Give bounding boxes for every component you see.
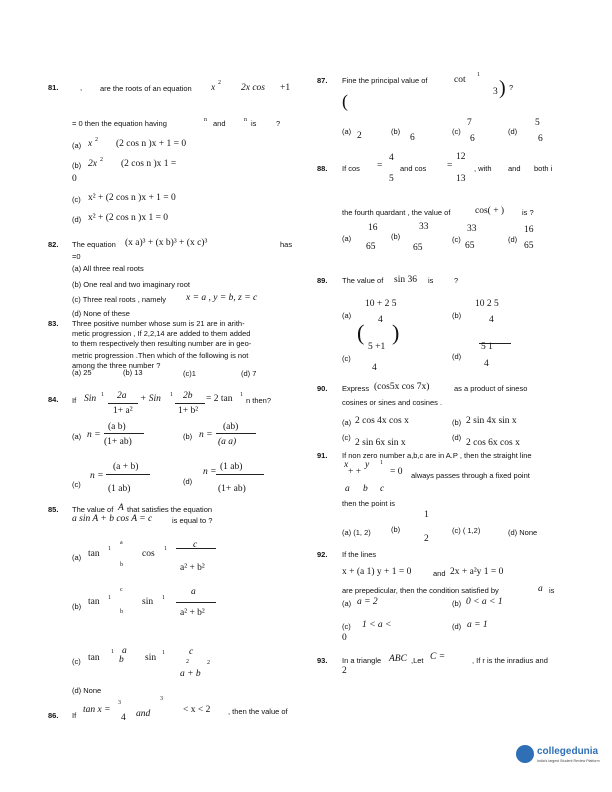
q91-b: b <box>363 484 368 494</box>
q87-q: ? <box>509 83 514 92</box>
q87-opt-c-val: 6 <box>470 134 475 144</box>
q84-opt-d-den: (1+ ab) <box>218 484 246 494</box>
q91-line3: then the point is <box>342 499 395 508</box>
q84-num2: 2b <box>183 391 193 401</box>
q85-opt-c-num: c <box>189 647 194 657</box>
q88-opt-d-label: (d) <box>508 235 518 244</box>
q88-with: , with <box>474 164 492 173</box>
q90-line1: Express <box>342 384 370 393</box>
q81-line2-and: and <box>213 119 226 128</box>
q85-opt-b-ftop: c <box>120 587 123 593</box>
q91-line2-b: always passes through a fixed point <box>411 471 530 480</box>
q87-opt-d-val: 6 <box>538 134 543 144</box>
q82-opt-c: (c) Three real roots , namely <box>72 295 167 304</box>
q84-opt-b-label: (b) <box>183 432 193 441</box>
q84-frac1-bar <box>108 403 138 404</box>
q86-and: and <box>136 709 151 719</box>
q85-opt-b-num: a <box>191 587 196 597</box>
q85-opt-a-tan: tan <box>88 549 100 559</box>
q91-opt-b-label: (b) <box>391 525 401 534</box>
q85-opt-c-den: a + b <box>180 669 201 679</box>
q89-is: is <box>428 276 434 285</box>
q85-line1-b: that satisfies the equation <box>127 505 213 514</box>
q90-opt-d-label: (d) <box>452 433 462 442</box>
q85-opt-a-num: c <box>193 540 198 550</box>
q84-plus-sin: + Sin <box>140 394 161 404</box>
q84-sup1: 1 <box>101 392 104 398</box>
q87-opt-a-val: 2 <box>357 131 362 141</box>
q90-opt-b-label: (b) <box>452 418 462 427</box>
q93-abc: ABC <box>389 654 407 664</box>
q84-sin1: Sin <box>84 394 97 404</box>
q85-opt-b-sup: 1 <box>108 595 111 601</box>
q92-number: 92. <box>317 550 328 559</box>
q87-sup: 1 <box>477 72 480 78</box>
q87-opt-a-label: (a) <box>342 127 352 136</box>
q91-a: a <box>345 484 350 494</box>
q89-opt-c-rbracket: ) <box>392 320 400 345</box>
q89-number: 89. <box>317 276 328 285</box>
q88-opt-b-bot: 65 <box>413 243 423 253</box>
q82-stem-has: has <box>280 240 293 249</box>
q83-opt-d: (d) 7 <box>241 369 257 378</box>
q89-opt-d-bot: 4 <box>484 359 489 369</box>
q86-range: < x < 2 <box>183 705 211 715</box>
q88-line2-tail: is ? <box>522 208 534 217</box>
q82-opt-d: (d) None of these <box>72 309 130 318</box>
q88-f1-bot: 5 <box>389 174 394 184</box>
q87-opt-b-val: 6 <box>410 133 415 143</box>
q84-opt-a-bar <box>104 433 144 434</box>
q88-line2: the fourth quardant , the value of <box>342 208 451 217</box>
q81-opt-b-expr: (2 cos n )x 1 = <box>121 159 177 169</box>
q83-opt-b: (b) 13 <box>123 368 143 377</box>
q85-opt-a-den: a² + b² <box>180 563 205 573</box>
q83-opt-a: (a) 25 <box>72 368 92 377</box>
q89-opt-c-label: (c) <box>342 354 351 363</box>
q85-opt-c-tan: tan <box>88 653 100 663</box>
q90-opt-c-label: (c) <box>342 433 351 442</box>
q84-opt-c-den: (1 ab) <box>108 484 131 494</box>
q84-frac2-bar <box>175 403 205 404</box>
q85-opt-b-bar <box>176 602 216 603</box>
q84-num1: 2a <box>117 391 127 401</box>
q81-opt-b-sq: 2 <box>100 157 103 163</box>
q91-number: 91. <box>317 451 328 460</box>
q88-opt-c-top: 33 <box>467 224 477 234</box>
q84-opt-c-label: (c) <box>72 480 81 489</box>
q89-opt-c-top: 5 +1 <box>368 342 386 352</box>
q85-opt-c-sq1: 2 <box>186 659 189 665</box>
q84-opt-b-num: (ab) <box>223 422 239 432</box>
q87-opt-b-label: (b) <box>391 127 401 136</box>
q81-opt-d-label: (d) <box>72 215 82 224</box>
q86-tan: tan x = <box>83 705 111 715</box>
q83-line1: Three positive number whose sum is 21 are in arith- <box>72 319 245 328</box>
q91-plus: + + <box>348 467 362 477</box>
q82-number: 82. <box>48 240 59 249</box>
q92-opt-b-label: (b) <box>452 599 462 608</box>
q89-expr: sin 36 <box>394 275 417 285</box>
q84-opt-b-bar <box>216 433 256 434</box>
q92-line1: If the lines <box>342 550 377 559</box>
q91-x: x <box>344 460 349 470</box>
q91-opt-b-top: 1 <box>424 510 429 520</box>
q88-number: 88. <box>317 164 328 173</box>
q93-cexpr: C = <box>430 652 446 662</box>
q87-frac: 3 <box>493 87 498 97</box>
q81-opt-a-x: x <box>88 139 93 149</box>
q93-number: 93. <box>317 656 328 665</box>
q81-opt-b-tail: 0 <box>72 174 77 184</box>
q85-line2: a sin A + b cos A = c <box>72 514 153 524</box>
q89-q: ? <box>454 276 459 285</box>
collegedunia-logo-text: collegedunia <box>537 746 599 757</box>
q89-opt-c-bot: 4 <box>372 363 377 373</box>
q85-opt-c-sup: 1 <box>111 649 114 655</box>
q85-opt-a-csup: 1 <box>164 546 167 552</box>
q89-opt-a-label: (a) <box>342 311 352 320</box>
q81-opt-c-expr: x² + (2 cos n )x + 1 = 0 <box>88 193 176 203</box>
q89-opt-b-label: (b) <box>452 311 462 320</box>
q84-opt-d-num: (1 ab) <box>220 462 243 472</box>
q92-opt-c-label: (c) <box>342 622 351 631</box>
q89-opt-c-lbracket: ( <box>357 320 365 345</box>
q81-opt-c-label: (c) <box>72 195 81 204</box>
q85-opt-c-sin: sin <box>145 653 157 663</box>
q89-opt-d-top: 5 1 <box>481 342 493 352</box>
q84-tail: n then? <box>246 396 272 405</box>
q92-opt-b-expr: 0 < a < 1 <box>466 597 503 607</box>
q86-tail: , then the value of <box>228 707 288 716</box>
q92-line3-a: a <box>538 584 543 594</box>
q89-opt-b-bot: 4 <box>489 315 494 325</box>
q85-opt-a-ftop: a <box>120 540 123 546</box>
q92-opt-c-tail: 0 <box>342 633 347 643</box>
q81-line2-n2: n <box>244 117 247 123</box>
q84-opt-a-n: n = <box>87 430 101 440</box>
q84-opt-a-label: (a) <box>72 432 82 441</box>
q88-opt-b-top: 33 <box>419 222 429 232</box>
q89-opt-a-top: 10 + 2 5 <box>365 299 397 309</box>
q85-opt-a-sup: 1 <box>108 546 111 552</box>
q85-opt-b-csup: 1 <box>162 595 165 601</box>
q81-line2-is: is <box>251 119 257 128</box>
q88-opt-a-top: 16 <box>368 223 378 233</box>
q81-opt-a-expr: (2 cos n )x + 1 = 0 <box>116 139 187 149</box>
q93-frac-bot: 2 <box>342 666 347 676</box>
q90-line2: cosines or sines and cosines . <box>342 398 443 407</box>
q82-stem: The equation <box>72 240 116 249</box>
q84-opt-b-den: (a a) <box>218 437 237 447</box>
q81-stem-sq: 2 <box>218 80 221 86</box>
q84-eq-tan: = 2 tan <box>206 394 233 404</box>
q87-opt-d-top: 5 <box>535 118 540 128</box>
q84-opt-d-label: (d) <box>183 477 193 486</box>
q88-opt-b-label: (b) <box>391 232 401 241</box>
q82-opt-b: (b) One real and two imaginary root <box>72 280 190 289</box>
q90-opt-b-expr: 2 sin 4x sin x <box>466 416 517 426</box>
q88-eq2: = <box>447 161 453 171</box>
q81-stem-plus1: +1 <box>280 83 291 93</box>
q92-opt-a-label: (a) <box>342 599 352 608</box>
q82-opt-a: (a) All three real roots <box>72 264 144 273</box>
q92-line3: are prepedicular, then the condition satisfied by <box>342 586 499 595</box>
q90-line1-b: as a product of sineso <box>454 384 528 393</box>
q85-number: 85. <box>48 505 59 514</box>
q84-opt-a-den: (1+ ab) <box>104 437 132 447</box>
q91-one: 1 <box>380 460 383 466</box>
q88-f2-top: 12 <box>456 152 466 162</box>
q81-stem: are the roots of an equation <box>100 84 192 93</box>
q84-opt-d-bar <box>216 474 264 475</box>
q88-and-cos: and cos <box>400 164 427 173</box>
q84-opt-c-bar <box>106 474 150 475</box>
q84-opt-b-n: n = <box>199 430 213 440</box>
q88-if-cos: If cos <box>342 164 360 173</box>
q87-opt-d-label: (d) <box>508 127 518 136</box>
q83-line5: among the three number ? <box>72 361 161 370</box>
q84-number: 84. <box>48 395 59 404</box>
q90-opt-d-expr: 2 cos 6x cos x <box>466 438 520 448</box>
q88-eq1: = <box>377 161 383 171</box>
q85-opt-b-tan: tan <box>88 597 100 607</box>
q86-frac-top: 3 <box>118 700 121 706</box>
q88-and2: and <box>508 164 521 173</box>
q92-opt-d-expr: a = 1 <box>467 620 488 630</box>
q91-opt-b-bot: 2 <box>424 534 429 544</box>
q81-line2: = 0 then the equation having <box>72 119 167 128</box>
q81-line2-q: ? <box>276 119 281 128</box>
q83-line3: to them respectively then resulting number are in geo- <box>72 339 252 348</box>
collegedunia-logo-icon <box>516 745 534 763</box>
q88-opt-a-bot: 65 <box>366 242 376 252</box>
q84-den2: 1+ b² <box>178 406 199 416</box>
q91-eq: = 0 <box>390 467 403 477</box>
q85-line2-b: is equal to ? <box>172 516 213 525</box>
q85-line1: The value of <box>72 505 114 514</box>
q81-number: 81. <box>48 83 59 92</box>
q83-number: 83. <box>48 319 59 328</box>
q85-opt-b-fbot: b <box>120 609 123 615</box>
q89-opt-d-label: (d) <box>452 352 462 361</box>
q85-opt-a-cos: cos <box>142 549 155 559</box>
q86-frac2-top: 3 <box>160 696 163 702</box>
q82-stem-expr: (x a)³ + (x b)³ + (x c)³ <box>125 238 208 248</box>
q85-opt-c-csup: 1 <box>162 650 165 656</box>
q90-opt-c-expr: 2 sin 6x sin x <box>355 438 406 448</box>
q87-stem: Fine the principal value of <box>342 76 428 85</box>
q88-opt-d-top: 16 <box>524 225 534 235</box>
q85-opt-d: (d) None <box>72 686 102 695</box>
q88-line2-expr: cos( + ) <box>475 206 505 216</box>
q85-opt-a-label: (a) <box>72 553 82 562</box>
q81-stem-cos: 2x cos <box>241 83 266 93</box>
q92-opt-d-label: (d) <box>452 622 462 631</box>
q91-c: c <box>380 484 385 494</box>
q85-opt-c-ftop: a <box>122 646 127 656</box>
q91-line1: If non zero number a,b,c are in A.P , then the straight line <box>342 451 532 460</box>
q87-open-paren: ( <box>342 91 348 111</box>
q88-f1-top: 4 <box>389 153 394 163</box>
q84-if: If <box>72 396 77 405</box>
q87-close-paren: ) <box>499 77 506 99</box>
q83-line2: metic progression , If 2,2,14 are added to them added <box>72 329 251 338</box>
q84-opt-a-num: (a b) <box>108 422 126 432</box>
q84-sup3: 1 <box>240 392 243 398</box>
q86-frac-bot: 4 <box>121 713 126 723</box>
q88-f2-bot: 13 <box>456 174 466 184</box>
q85-opt-b-label: (b) <box>72 602 82 611</box>
q88-opt-c-bot: 65 <box>465 241 475 251</box>
q81-opt-d-expr: x² + (2 cos n )x 1 = 0 <box>88 213 169 223</box>
q93-let: ,Let <box>411 656 424 665</box>
q85-opt-c-sq2: 2 <box>207 660 210 666</box>
q91-opt-a: (a) (1, 2) <box>342 528 371 537</box>
q84-opt-d-n: n = <box>203 467 217 477</box>
q85-opt-a-bar <box>176 548 216 549</box>
q87-number: 87. <box>317 76 328 85</box>
q91-y: y <box>365 460 370 470</box>
q87-cot: cot <box>454 75 466 85</box>
q85-opt-b-sin: sin <box>142 597 154 607</box>
q92-opt-c-expr: 1 < a < <box>362 620 392 630</box>
q86-if: If <box>72 711 77 720</box>
q81-stem-x: x <box>211 83 216 93</box>
q81-opt-a-label: (a) <box>72 141 82 150</box>
q84-opt-c-num: (a + b) <box>113 462 139 472</box>
q85-opt-a-fbot: b <box>120 562 123 568</box>
q85-opt-c-label: (c) <box>72 657 81 666</box>
q88-opt-c-label: (c) <box>452 235 461 244</box>
q90-number: 90. <box>317 384 328 393</box>
q87-opt-c-top: 7 <box>467 118 472 128</box>
q83-opt-c: (c)1 <box>183 369 196 378</box>
q92-opt-a-expr: a = 2 <box>357 597 378 607</box>
q93-tail: , If r is the inradius and <box>472 656 548 665</box>
q90-opt-a-expr: 2 cos 4x cos x <box>355 416 409 426</box>
q88-opt-a-label: (a) <box>342 234 352 243</box>
collegedunia-logo-tagline: India's largest Student Review Platform <box>537 759 600 763</box>
q90-line1-expr: (cos5x cos 7x) <box>374 382 430 392</box>
q92-line2-and: and <box>433 569 446 578</box>
q81-opt-a-sq: 2 <box>95 137 98 143</box>
q82-stem-eq0: =0 <box>72 252 81 261</box>
q88-both: both i <box>534 164 553 173</box>
q84-den1: 1+ a² <box>113 406 133 416</box>
q81-opt-b-x: 2x <box>88 159 97 169</box>
q91-opt-c: (c) ( 1,2) <box>452 526 481 535</box>
q89-stem: The value of <box>342 276 384 285</box>
q85-opt-b-den: a² + b² <box>180 608 205 618</box>
q88-opt-d-bot: 65 <box>524 241 534 251</box>
q81-opt-b-label: (b) <box>72 161 82 170</box>
q81-line2-n1: n <box>204 117 207 123</box>
q87-opt-c-label: (c) <box>452 127 461 136</box>
q89-opt-b-top: 10 2 5 <box>475 299 499 309</box>
q83-line4: metric progression .Then which of the following is not <box>72 351 249 360</box>
q82-opt-c-expr: x = a , y = b, z = c <box>186 293 258 303</box>
q86-number: 86. <box>48 711 59 720</box>
q90-opt-a-label: (a) <box>342 418 352 427</box>
q84-sup2: 1 <box>170 392 173 398</box>
q93-line1: In a triangle <box>342 656 382 665</box>
q91-opt-d: (d) None <box>508 528 538 537</box>
q92-line2-c: 2x + a²y 1 = 0 <box>450 567 504 577</box>
q81-stem-comma: , <box>80 83 83 92</box>
q84-opt-c-n: n = <box>90 471 104 481</box>
q85-opt-c-fbot: b <box>119 655 124 665</box>
q92-line3-is: is <box>549 586 555 595</box>
q92-line2-a: x + (a 1) y + 1 = 0 <box>342 567 412 577</box>
q85-line1-A: A <box>118 503 124 513</box>
q89-opt-a-bot: 4 <box>378 315 383 325</box>
